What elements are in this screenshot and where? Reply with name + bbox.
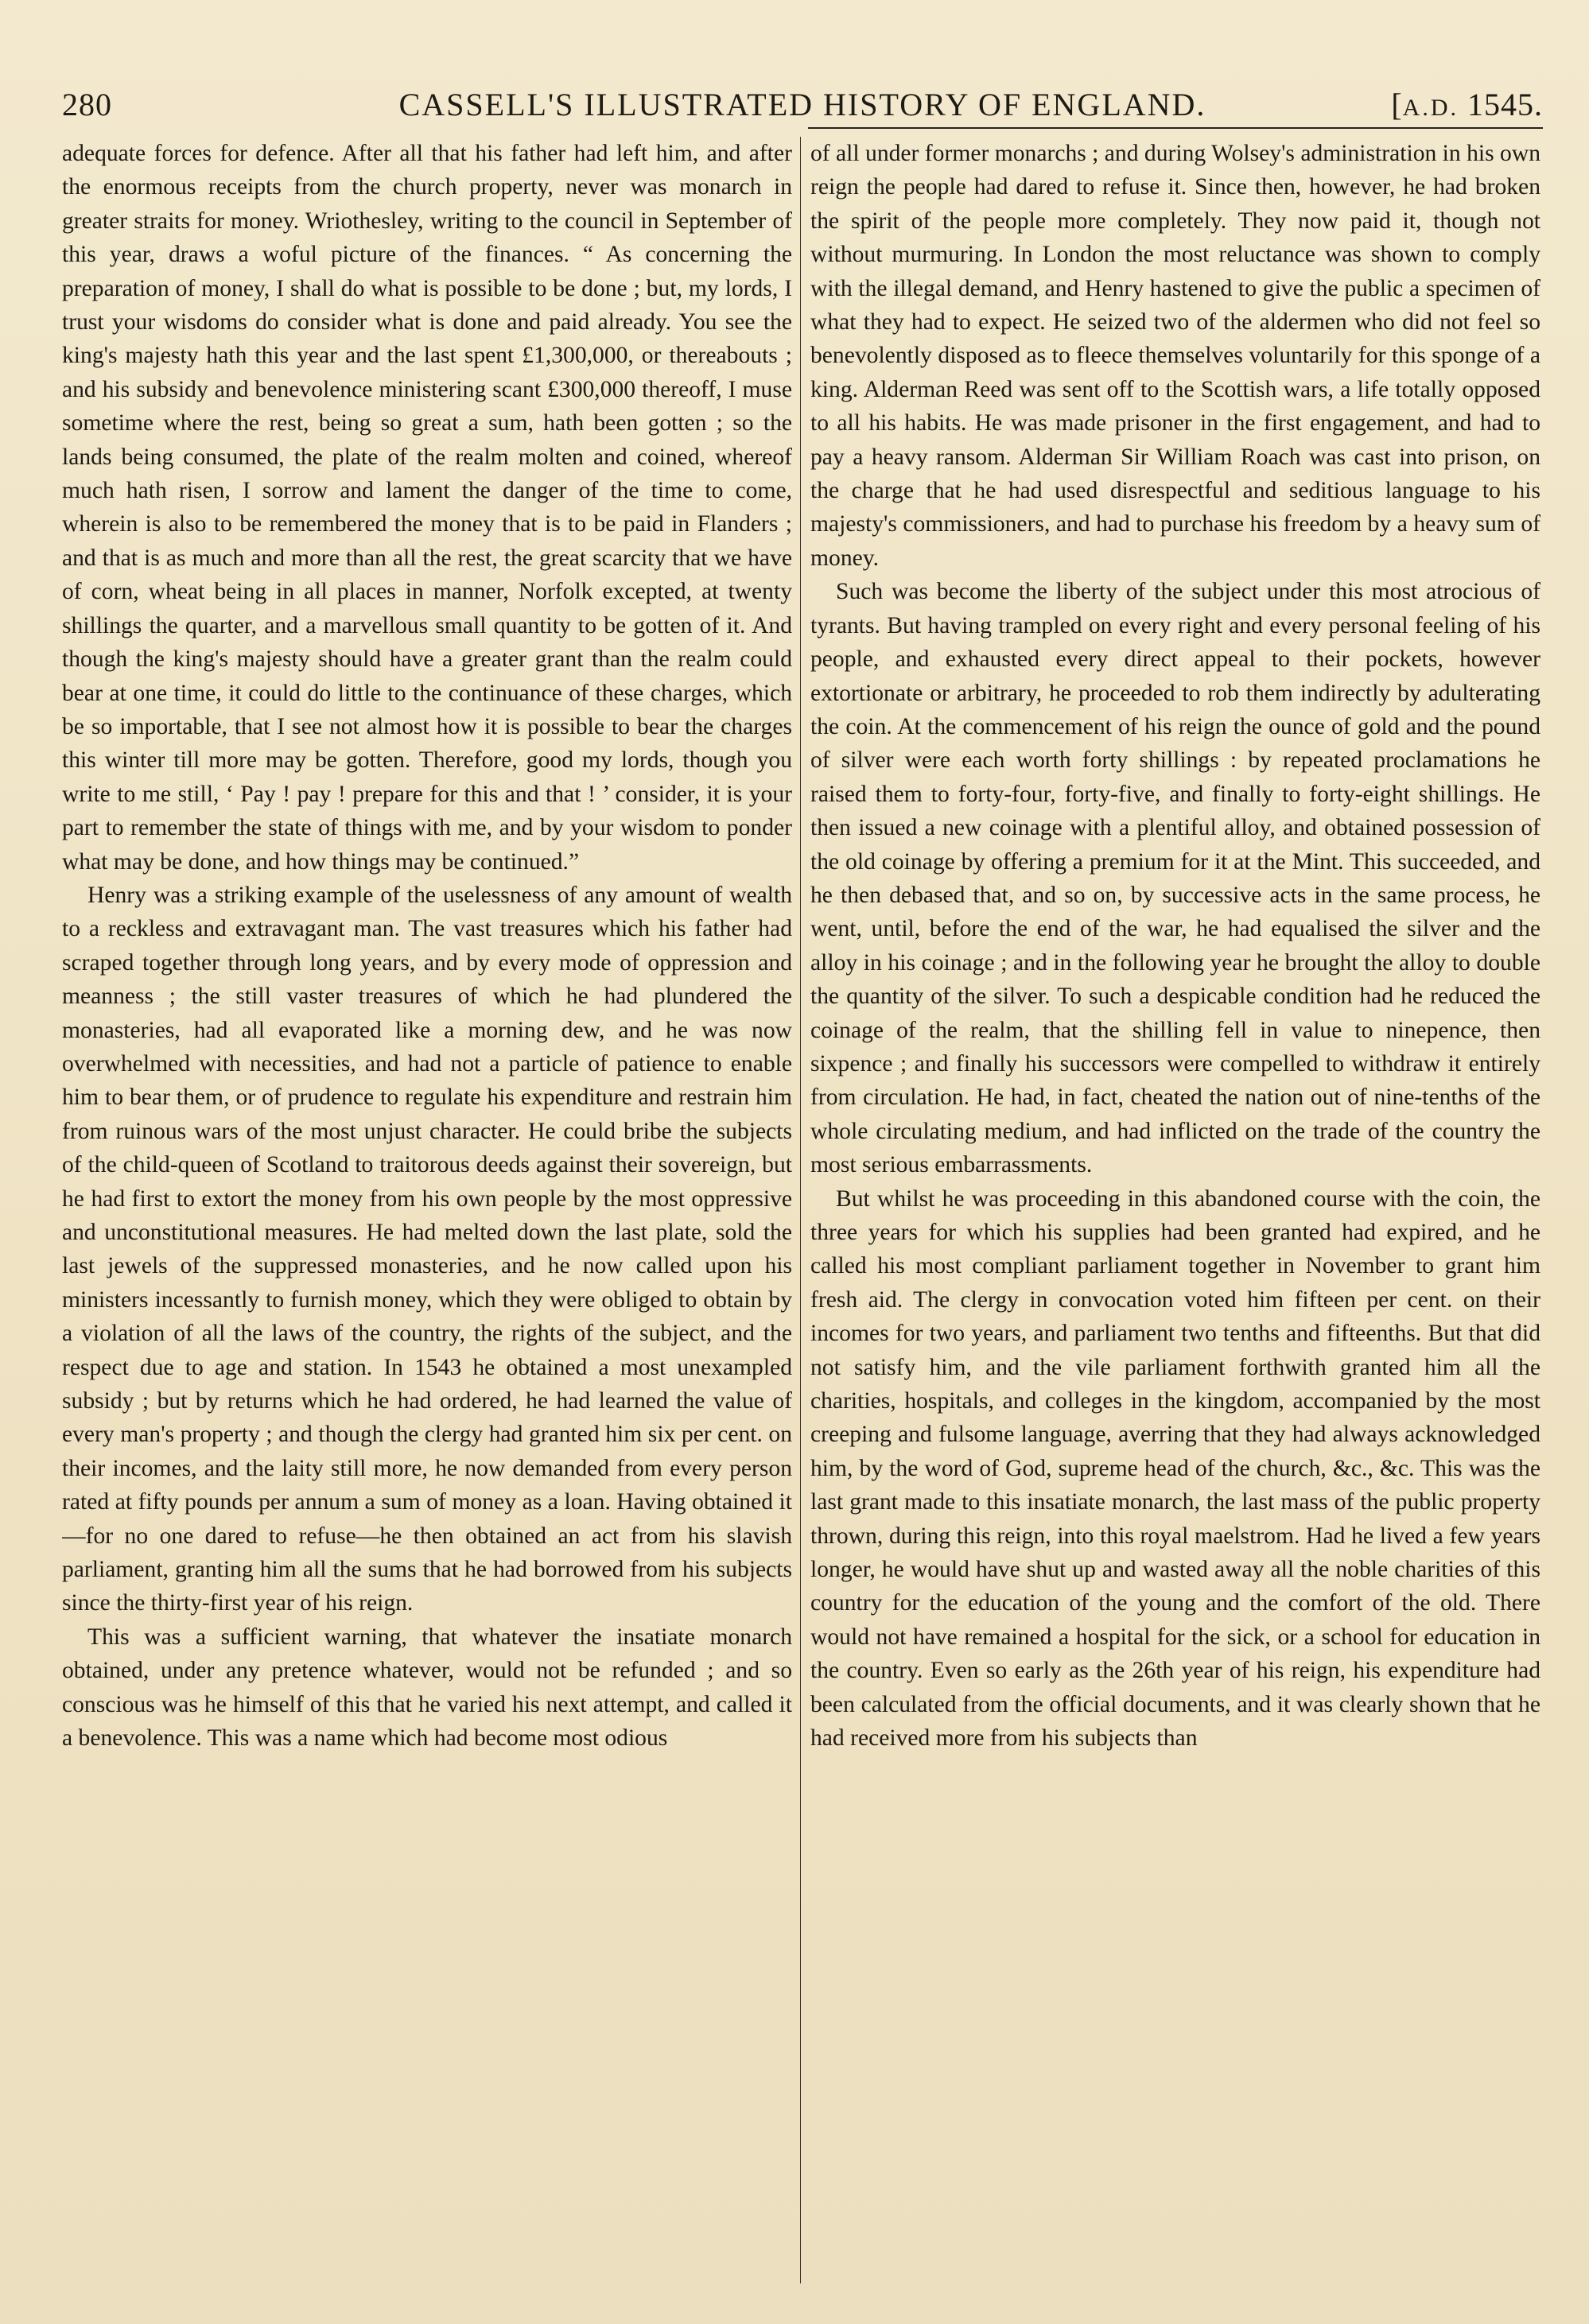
date-year: 1545.	[1467, 87, 1543, 122]
page-header	[62, 80, 1543, 127]
left-paragraph-1: adequate forces for defence. After all that his father had left him, and after the enormous receipts from the church property, never was monarch in greater straits for money. Wriothesley, writing to the council in September of this year, draws a woful picture of the finances. “ As concerning the preparation of money, I shall do what is possible to be done ; but, my lords, I trust your wisdoms do consider what is done and paid already. You see the king's majesty hath this year and the last spent £1,300,000, or thereabouts ; and his subsidy and benevolence ministering scant £300,000 thereoff, I muse sometime where the rest, being so great a sum, hath been gotten ; so the lands being consumed, the plate of the realm molten and coined, whereof much hath risen, I sorrow and lament the danger of the time to come, wherein is also to be remembered the money that is to be paid in Flanders ; and that is as much and more than all the rest, the great scarcity that we have of corn, wheat being in all places in manner, Norfolk excepted, at twenty shillings the quarter, and a marvellous small quantity to be gotten of it. And though the king's majesty should have a greater grant than the realm could bear at one time, it could do little to the continuance of these charges, which be so importable, that I see not almost how it is possible to bear the charges this winter till more may be gotten. Therefore, good my lords, though you write to me still, ‘ Pay ! pay ! prepare for this and that ! ’ consider, it is your part to remember the state of things with me, and by your wisdom to ponder what may be done, and how things may be continued.”	[62, 141, 792, 875]
column-divider	[800, 137, 801, 2283]
right-paragraph-3: But whilst he was proceeding in this abandoned course with the coin, the three years for which his supplies had been granted had expired, and he called his most compliant parliament together in November to grant him fresh aid. The clergy in convocation voted him fifteen per cent. on their incomes for two years, and parliament two tenths and fifteenths. But that did not satisfy him, and the vile parliament forthwith granted him all the charities, hospitals, and colleges in the kingdom, accompanied by the most creeping and fulsome language, averring that they had always acknowledged him, by the word of God, supreme head of the church, &c., &c. This was the last grant made to this insatiate monarch, the last mass of the public property thrown, during this reign, into this royal maelstrom. Had he lived a few years longer, he would have shut up and wasted away all the noble charities of this country for the education of the young and the comfort of the old. There would not have remained a hospital for the sick, or a school for education in the country. Even so early as the 26th year of his reign, his expenditure had been calculated from the official documents, and it was clearly shown that he had received more from his subjects than	[810, 1185, 1540, 1752]
left-paragraph-2: Henry was a striking example of the uselessness of any amount of wealth to a reckless and extravagant man. The vast treasures which his father had scraped together through long years, and by every mode of oppression and meanness ; the still vaster treasures of which he had plundered the monasteries, had all evaporated like a morning dew, and he was now overwhelmed with necessities, and had not a particle of patience to enable him to bear them, or of prudence to regulate his expenditure and restrain him from ruinous wars of the most unjust character. He could bribe the subjects of the child-queen of Scotland to traitorous deeds against their sovereign, but he had first to extort the money from his own people by the most oppressive and unconstitutional measures. He had melted down the last plate, sold the last jewels of the suppressed monasteries, and he now called upon his ministers incessantly to furnish money, which they were obliged to obtain by a violation of all the laws of the country, the rights of the subject, and the respect due to age and station. In 1543 he obtained a most unexampled subsidy ; but by returns which he had ordered, he had learned the value of every man's property ; and though the clergy had granted him six per cent. on their incomes, and the laity still more, he now demanded from every person rated at fifty pounds per annum a sum of money as a loan. Having obtained it—for no one dared to refuse—he then obtained an act from his slavish parliament, granting him all the sums that he had borrowed from his subjects since the thirty-first year of his reign.	[62, 882, 792, 1616]
header-date	[1391, 86, 1543, 123]
date-era: A.D.	[1402, 95, 1459, 121]
page-number: 280	[62, 87, 112, 122]
header-rule	[808, 127, 1543, 129]
right-paragraph-1: of all under former monarchs ; and during Wolsey's administration in his own reign the people had dared to refuse it. Since then, however, he had broken the spirit of the people more completely. They now paid it, though not without murmuring. In London the most reluctance was shown to comply with the illegal demand, and Henry hastened to give the public a specimen of what they had to expect. He seized two of the aldermen who did not feel so benevolently disposed as to fleece themselves voluntarily for this sponge of a king. Alderman Reed was sent off to the Scottish wars, a life totally opposed to all his habits. He was made prisoner in the first engagement, and had to pay a heavy ransom. Alderman Sir William Roach was cast into prison, on the charge that he had used disrespectful and seditious language to his majesty's commissioners, and had to purchase his freedom by a heavy sum of money.	[810, 141, 1540, 571]
left-paragraph-3: This was a sufficient warning, that whatever the insatiate monarch obtained, under any pretence whatever, would not be refunded ; and so conscious was he himself of this that he varied his next attempt, and called it a benevolence. This was a name which had become most odious	[62, 1624, 792, 1752]
right-column	[810, 137, 1540, 2283]
left-column	[62, 137, 792, 2283]
date-bracket: [	[1391, 87, 1403, 122]
running-title: CASSELL'S ILLUSTRATED HISTORY OF ENGLAND.	[398, 87, 1206, 122]
right-paragraph-2: Such was become the liberty of the subject under this most atrocious of tyrants. But having trampled on every right and every personal feeling of his people, and exhausted every direct appeal to their pockets, however extortionate or arbitrary, he proceeded to rob them indirectly by adulterating the coin. At the commencement of his reign the ounce of gold and the pound of silver were each worth forty shillings : by repeated proclamations he raised them to forty-four, forty-five, and finally to forty-eight shillings. He then issued a new coinage with a plentiful alloy, and obtained possession of the old coinage by offering a premium for it at the Mint. This succeeded, and he then debased that, and so on, by successive acts in the same process, he went, until, before the end of the war, he had equalised the silver and the alloy in his coinage ; and in the following year he brought the alloy to double the quantity of the silver. To such a despicable condition had he reduced the coinage of the realm, that the shilling fell in value to ninepence, then sixpence ; and finally his successors were compelled to withdraw it entirely from circulation. He had, in fact, cheated the nation out of nine-tenths of the whole circulating medium, and had inflicted on the trade of the country the most serious embarrassments.	[810, 579, 1540, 1178]
